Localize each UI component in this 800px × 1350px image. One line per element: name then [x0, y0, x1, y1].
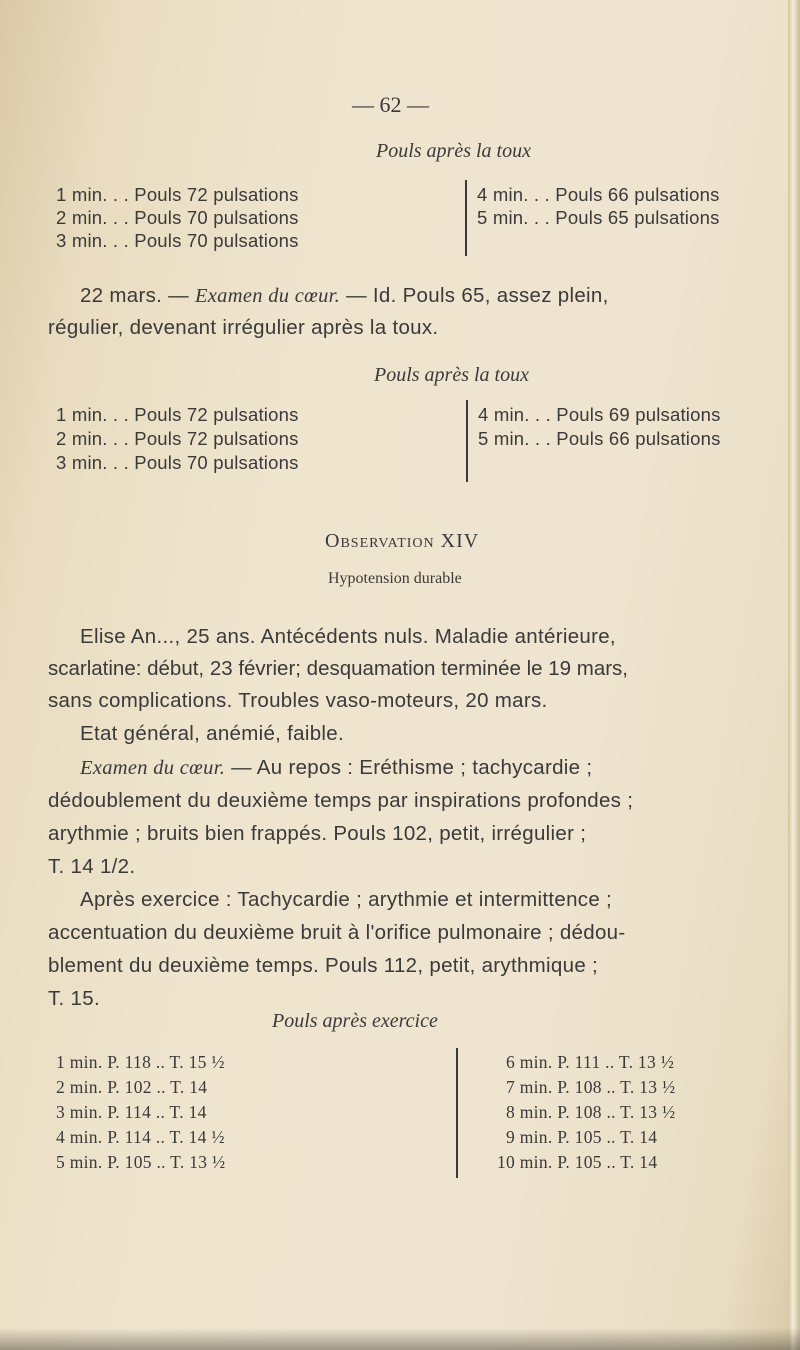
table-3-right-row-1: 6 min. P. 111 .. T. 13 ½: [506, 1052, 675, 1072]
text-line-5: [80, 756, 592, 780]
table-title-3: Pouls après exercice: [272, 1010, 438, 1032]
table-2-right-row-1: 4 min. . . Pouls 69 pulsations: [478, 404, 721, 425]
table-3-left-row-2: 2 min. P. 102 .. T. 14: [56, 1077, 208, 1097]
text-line-2: scarlatine: début, 23 février; desquamation terminée le 19 mars,: [48, 657, 628, 680]
text-line-3: sans complications. Troubles vaso-moteurs, 20 mars.: [48, 689, 548, 712]
table-3-left-row-4: 4 min. P. 114 .. T. 14 ½: [56, 1127, 225, 1147]
observation-title: Observation XIV: [325, 530, 480, 552]
table-1-right-row-2: 5 min. . . Pouls 65 pulsations: [477, 207, 720, 228]
table-1-divider: [465, 180, 467, 256]
table-title-1: Pouls après la toux: [376, 140, 531, 162]
table-3-left-row-5: 5 min. P. 105 .. T. 13 ½: [56, 1152, 226, 1172]
table-3-right-row-2: 7 min. P. 108 .. T. 13 ½: [506, 1077, 676, 1097]
text-line-12: T. 15.: [48, 987, 100, 1010]
table-2-left-row-2: 2 min. . . Pouls 72 pulsations: [56, 428, 299, 449]
paragraph-1-line-1: [80, 284, 609, 308]
text-line-6: dédoublement du deuxième temps par inspirations profondes ;: [48, 789, 634, 812]
table-2-left-row-3: 3 min. . . Pouls 70 pulsations: [56, 452, 299, 473]
paragraph-1-line-2: régulier, devenant irrégulier après la toux.: [48, 316, 439, 339]
exam-text-2: — Au repos : Eréthisme ; tachycardie ;: [225, 756, 593, 779]
date-text: 22 mars. —: [80, 284, 195, 307]
page-number: — 62 —: [352, 92, 429, 117]
exam-heading-2: Examen du cœur.: [80, 757, 226, 779]
table-3-right-row-4: 9 min. P. 105 .. T. 14: [506, 1127, 658, 1147]
table-3-divider: [456, 1048, 458, 1178]
page-edge: [788, 0, 800, 1350]
table-title-2: Pouls après la toux: [374, 364, 529, 386]
observation-subtitle: Hypotension durable: [328, 570, 462, 587]
table-1-left-row-3: 3 min. . . Pouls 70 pulsations: [56, 230, 299, 251]
table-3-right-row-3: 8 min. P. 108 .. T. 13 ½: [506, 1102, 676, 1122]
text-line-8: T. 14 1/2.: [48, 855, 136, 878]
text-line-10: accentuation du deuxième bruit à l'orifice pulmonaire ; dédou-: [48, 921, 626, 944]
text-line-11: blement du deuxième temps. Pouls 112, petit, arythmique ;: [48, 954, 599, 977]
table-3-right-row-5: 10 min. P. 105 .. T. 14: [497, 1152, 658, 1172]
table-1-left-row-1: 1 min. . . Pouls 72 pulsations: [56, 184, 299, 205]
table-2-divider: [466, 400, 468, 482]
table-2-right-row-2: 5 min. . . Pouls 66 pulsations: [478, 428, 721, 449]
table-1-left-row-2: 2 min. . . Pouls 70 pulsations: [56, 207, 299, 228]
exam-heading: Examen du cœur.: [194, 285, 341, 307]
text-line-9: Après exercice : Tachycardie ; arythmie et intermittence ;: [80, 888, 613, 911]
bottom-shadow: [0, 1328, 800, 1350]
text-line-4: Etat général, anémié, faible.: [80, 722, 344, 745]
table-1-right-row-1: 4 min. . . Pouls 66 pulsations: [477, 184, 720, 205]
text-line-7: arythmie ; bruits bien frappés. Pouls 102, petit, irrégulier ;: [48, 822, 587, 845]
text-line-1: Elise An..., 25 ans. Antécédents nuls. Maladie antérieure,: [80, 625, 616, 648]
table-2-left-row-1: 1 min. . . Pouls 72 pulsations: [56, 404, 299, 425]
table-3-left-row-3: 3 min. P. 114 .. T. 14: [56, 1102, 207, 1122]
exam-text: — Id. Pouls 65, assez plein,: [340, 284, 609, 307]
table-3-left-row-1: 1 min. P. 118 .. T. 15 ½: [56, 1052, 225, 1072]
